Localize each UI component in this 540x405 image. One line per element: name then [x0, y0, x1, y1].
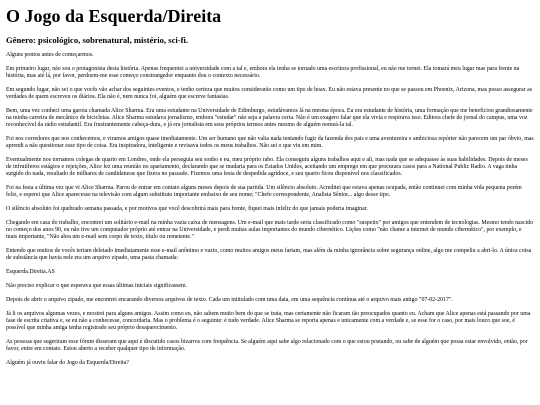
paragraph: Entendo que muitos de vocês teriam deletado imediatamente esse e-mail anônimo e vazio, como muitos amigos meus fariam, mas além da minha ignorância sobre segurança online, algo me compeliu a abri-lo. A única coisa de substância que havia nele era um arquivo zipado, uma pasta chamada: — [6, 248, 532, 261]
paragraph: Eventualmente nos tornamos colegas de quarto em Londres, onde ela perseguia seu sonho e eu, meu próprio rabo. Ela conseguiu alguns trabalhos aqui e ali, mas nada que se adequasse às suas habilidades. Depois de meses de infrutíferos estágios e rejeições, Alice fez uma reunião no apartamento, declarando que se mudaria para os Estados Unidos, aceitando um emprego em que procurara casos para a National Public Radio. A vaga tinha surgido do nada, resultado de milhares de candidaturas que fizera no passado. Fizemos uma festa de despedida agridoce, e seu quarto ficou disponível nos classificados. — [6, 157, 528, 177]
page-title: O Jogo da Esquerda/Direita — [6, 6, 222, 26]
genre-line: Gênero: psicológico, sobrenatural, mistério, sci-fi. — [6, 35, 189, 45]
paragraph: Alguns pontos antes de começarmos. — [6, 52, 94, 58]
paragraph: Não preciso explicar o que esperava que essas últimas iniciais significassem. — [6, 283, 188, 289]
paragraph: Já li os arquivos algumas vezes, e mostrei para alguns amigos. Assim como eu, não sabem muito bem do que se trata, mas certamente não ficaram tão preocupados quanto eu. Acham que Alice apenas está passando por uma fase de escrita criativa e, se eu não a conhecesse, concordaria. Mas o problema é o seguinte: é tudo verdade. Alice Sharma se reporta apenas e unicamente com a verdade e, se esse for o caso, por mais louco que soe, é possível que minha amiga tenha registrado seu próprio desaparecimento. — [6, 311, 531, 331]
paragraph: Bem, uma vez conheci uma garota chamada Alice Sharma. Era uma estudante na Universidade de Edimburgo, estudávamos lá na mesma época. Eu era estudante de história, uma formação que me beneficiou grandiosamente na minha carreira de mecânico de bicicletas. Alice Sharma estudava jornalismo, embora "estudar" não seja a palavra certa. Não é um exagero falar que ela vivia e respirava isso. Editora chefe do jornal do campus, uma voz reconhecível da rádio estudantil. Era frustrantemente cabeça-dura, e já era jornalista em seus próprios termos antes mesmo de alguém nomeá-la tal. — [6, 108, 533, 128]
paragraph: Depois de abrir o arquivo zipado, me encontrei encarando diversos arquivos de texto. Cada um intitulado com uma data, em uma sequência contínua até o arquivo mais antigo "07-02-2017". — [6, 297, 453, 303]
paragraph: O silêncio absoluto foi quebrado semana passada, e por motivos que você descobrirá mais para frente, fiquei mais infeliz do que jamais poderia imaginar. — [6, 206, 368, 212]
paragraph: Foi na festa a última vez que vi Alice Sharma. Parou de entrar em contato alguns meses depois de sua partida. Um silêncio absoluto. Acreditei que estava apenas ocupada, então continuei com minha vida pequena porém feliz, e esperei que Alice aparecesse na televisão com algum substituto importante embaixo de seu nome; "Chefe correspondente, Analista Sênior... algo desse tipo. — [6, 185, 522, 198]
paragraph: As pessoas que sugeriram esse fórum disseram que aqui é discutido casos bizarros com frequência. Se alguém aqui sabe algo relacionado com o que estou postando, ou sabe de alguém que possa estar envolvido, então, por favor, entre em contato. Estou aberto a receber qualquer tipo de informação. — [6, 339, 528, 352]
paragraph: Chegando em casa do trabalho, encontrei um solitário e-mail na minha vazia caixa de mensagens. Um e-mail que mais tarde seria classificado como "suspeito" por amigos que entendem de tecnologias. Mesmo tendo nascido no começo dos anos 90, eu não tive um computador próprio até entrar na Universidade, e perdi muitas aulas importantes do mundo cibernético. Lições como "não chame a internet de mundo cibernético", por exemplo, e mais importante, "Não abra um e-mail sem corpo de texto, título ou remetente." — [6, 220, 534, 240]
paragraph: Em segundo lugar, não sei o que vocês vão achar dos seguintes eventos, e tenho certeza que muitos considerarão como um tipo de hoax. Eu não estava presente no que se passou em Phoenix, Arizona, mas posso assegurar as verdades de quem escreveu os diários. Ela não é, nem nunca foi, alguém que escreve fantasias. — [6, 87, 533, 100]
paragraph: Em primeiro lugar, não sou o protagonista desta história. Apenas frequentei a universidade com a tal e, embora ela tenha se tornado uma escritora profissional, eu não me tornei. Ela tomará meu lugar mas para frente na história, mas até lá, por favor, perdoem-me esse começo constrangedor enquanto dou o contexto necessário. — [6, 66, 520, 79]
paragraph: Foi nos corredores que nos conhecemos, e viramos amigos quase imediatamente. Um ser humano que não valia nada tentando fugir da fazenda dos pais e uma aventureira e ambiciosa repórter não parecem um par óbvio, mas aprendi a não questionar esse tipo de coisa. Era inspiradora, inteligente e revisava todos os meus trabalhos. Não sei o que viu em mim. — [6, 136, 534, 149]
closing-question: Alguém já ouviu falar do Jogo da Esquerda/Direita? — [6, 360, 129, 366]
folder-name: Esquerda.Direita.AS — [6, 269, 55, 275]
